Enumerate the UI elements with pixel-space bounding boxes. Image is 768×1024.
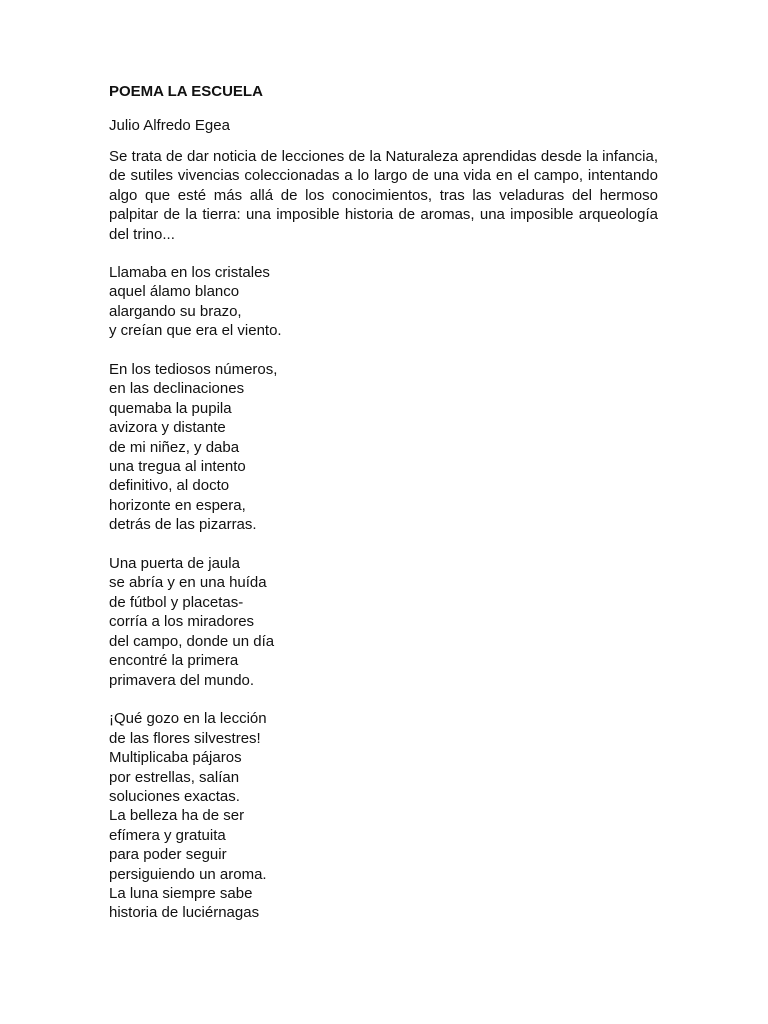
verse-line: En los tediosos números, — [109, 361, 278, 379]
verse-line: efímera y gratuita — [109, 826, 226, 844]
verse-line: quemaba la pupila — [109, 399, 232, 417]
intro-paragraph: Se trata de dar noticia de lecciones de la Naturaleza aprendidas desde la infancia, de sutiles vivencias coleccionadas a lo largo de una vida en el campo, intentando algo que esté más allá de los conocimientos, tras las veladuras del hermoso palpitar de la tierra: una imposible historia de aromas, una imposible arqueología del trino... — [109, 148, 658, 243]
verse-line: una tregua al intento — [109, 458, 246, 476]
verse-line: corría a los miradores — [109, 613, 255, 631]
verse-line: ¡Qué gozo en la lección — [109, 710, 267, 728]
verse-line: avizora y distante — [109, 419, 226, 437]
verse-line: persiguiendo un aroma. — [109, 865, 267, 883]
verse-line: del campo, donde un día — [109, 632, 275, 650]
verse-line: La belleza ha de ser — [109, 807, 245, 825]
verse-line: se abría y en una huída — [109, 574, 267, 592]
verse-line: encontré la primera — [109, 652, 239, 670]
verse-line: Llamaba en los cristales — [109, 264, 270, 281]
stanza-4 — [109, 709, 282, 922]
verse-line: para poder seguir — [109, 846, 227, 864]
verse-line: primavera del mundo. — [109, 671, 255, 689]
verse-line: aquel álamo blanco — [109, 283, 240, 301]
verse-line: soluciones exactas. — [109, 787, 240, 805]
verse-line: de las flores silvestres! — [109, 729, 261, 747]
document-page — [109, 82, 658, 922]
verse-line: en las declinaciones — [109, 380, 245, 398]
verse-line: detrás de las pizarras. — [109, 516, 257, 534]
verse-line: definitivo, al docto — [109, 477, 230, 495]
verse-line: horizonte en espera, — [109, 496, 246, 514]
verse-line: La luna siempre sabe — [109, 884, 253, 902]
verse-line: Una puerta de jaula — [109, 555, 240, 573]
stanza-1 — [109, 263, 282, 341]
verse-line: y creían que era el viento. — [109, 322, 282, 340]
author-name: Julio Alfredo Egea — [109, 117, 230, 134]
verse-line: por estrellas, salían — [109, 768, 240, 786]
verse-line: historia de luciérnagas — [109, 904, 260, 922]
stanza-3 — [109, 554, 282, 690]
verse-line: alargando su brazo, — [109, 302, 242, 320]
verse-line: de mi niñez, y daba — [109, 438, 240, 456]
verse-line: Multiplicaba pájaros — [109, 749, 242, 767]
verse-line: de fútbol y placetas- — [109, 593, 244, 611]
stanza-2 — [109, 360, 282, 535]
poem-body — [109, 263, 282, 942]
document-title: POEMA LA ESCUELA — [109, 83, 263, 100]
